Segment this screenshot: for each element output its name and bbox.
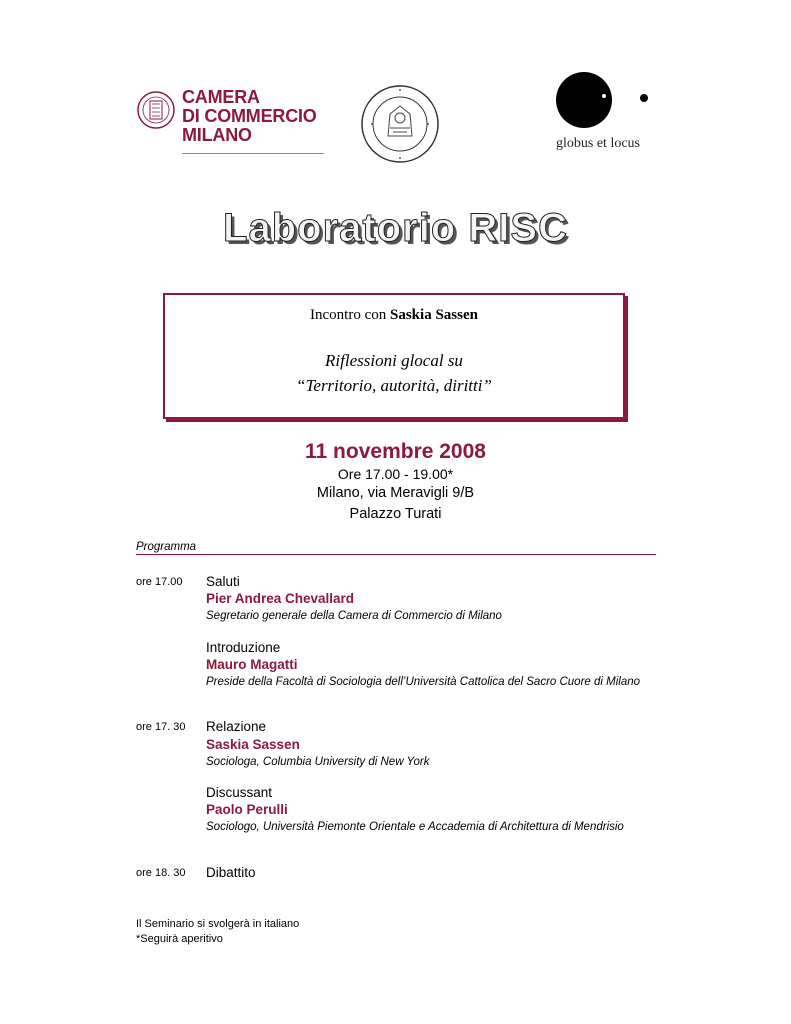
- ccm-divider: [182, 153, 324, 154]
- program-heading: Saluti: [206, 574, 240, 589]
- program-speaker: Saskia Sassen: [206, 737, 300, 752]
- program-speaker: Paolo Perulli: [206, 802, 288, 817]
- program-heading: Discussant: [206, 785, 273, 800]
- footer-aperitivo-note: *Seguirà aperitivo: [136, 933, 223, 945]
- speaker-name: Saskia Sassen: [390, 307, 478, 323]
- event-date: 11 novembre 2008: [305, 440, 486, 463]
- ccm-seal-icon: [136, 90, 176, 130]
- talk-box: [163, 293, 625, 419]
- speaker-line: [165, 307, 623, 324]
- talk-title: “Territorio, autorità, diritti”: [296, 376, 492, 395]
- program-role: Preside della Facoltà di Sociologia dell’Università Cattolica del Sacro Cuore di Milano: [206, 676, 641, 688]
- program-heading: Introduzione: [206, 640, 281, 655]
- program-time: ore 17.00: [136, 576, 183, 588]
- program-time: ore 17. 30: [136, 721, 186, 733]
- event-time: Ore 17.00 - 19.00*: [337, 466, 454, 482]
- program-speaker: Pier Andrea Chevallard: [206, 591, 355, 606]
- ccm-line-2: DI COMMERCIO: [182, 106, 317, 126]
- program-heading: Relazione: [206, 719, 267, 734]
- event-venue: Palazzo Turati: [349, 506, 442, 522]
- globus-text: globus et locus: [556, 136, 640, 151]
- camera-commercio-logo: [136, 88, 326, 158]
- ccm-line-1: CAMERA: [182, 87, 260, 107]
- program-heading: Dibattito: [206, 865, 256, 880]
- globus-et-locus-logo: [548, 70, 658, 155]
- program-role: Sociologa, Columbia University di New York: [206, 756, 430, 768]
- ccm-line-3: MILANO: [182, 125, 252, 145]
- footer-language-note: Il Seminario si svolgerà in italiano: [136, 918, 300, 930]
- program-label: Programma: [136, 541, 197, 553]
- program-role: Sociologo, Università Piemonte Orientale e Accademia di Architettura di Mendrisio: [206, 821, 624, 833]
- universita-cattolica-seal-icon: [360, 84, 440, 164]
- program-speaker: Mauro Magatti: [206, 657, 298, 672]
- program-divider: [136, 554, 656, 555]
- page-title: Laboratorio RISC: [223, 206, 568, 250]
- globus-circle-icon: [554, 70, 654, 134]
- program-time: ore 18. 30: [136, 867, 186, 879]
- talk-subtitle: Riflessioni glocal su: [325, 351, 463, 370]
- program-role: Segretario generale della Camera di Commercio di Milano: [206, 610, 502, 622]
- event-address: Milano, via Meravigli 9/B: [316, 485, 475, 501]
- speaker-prefix: Incontro con: [310, 307, 390, 323]
